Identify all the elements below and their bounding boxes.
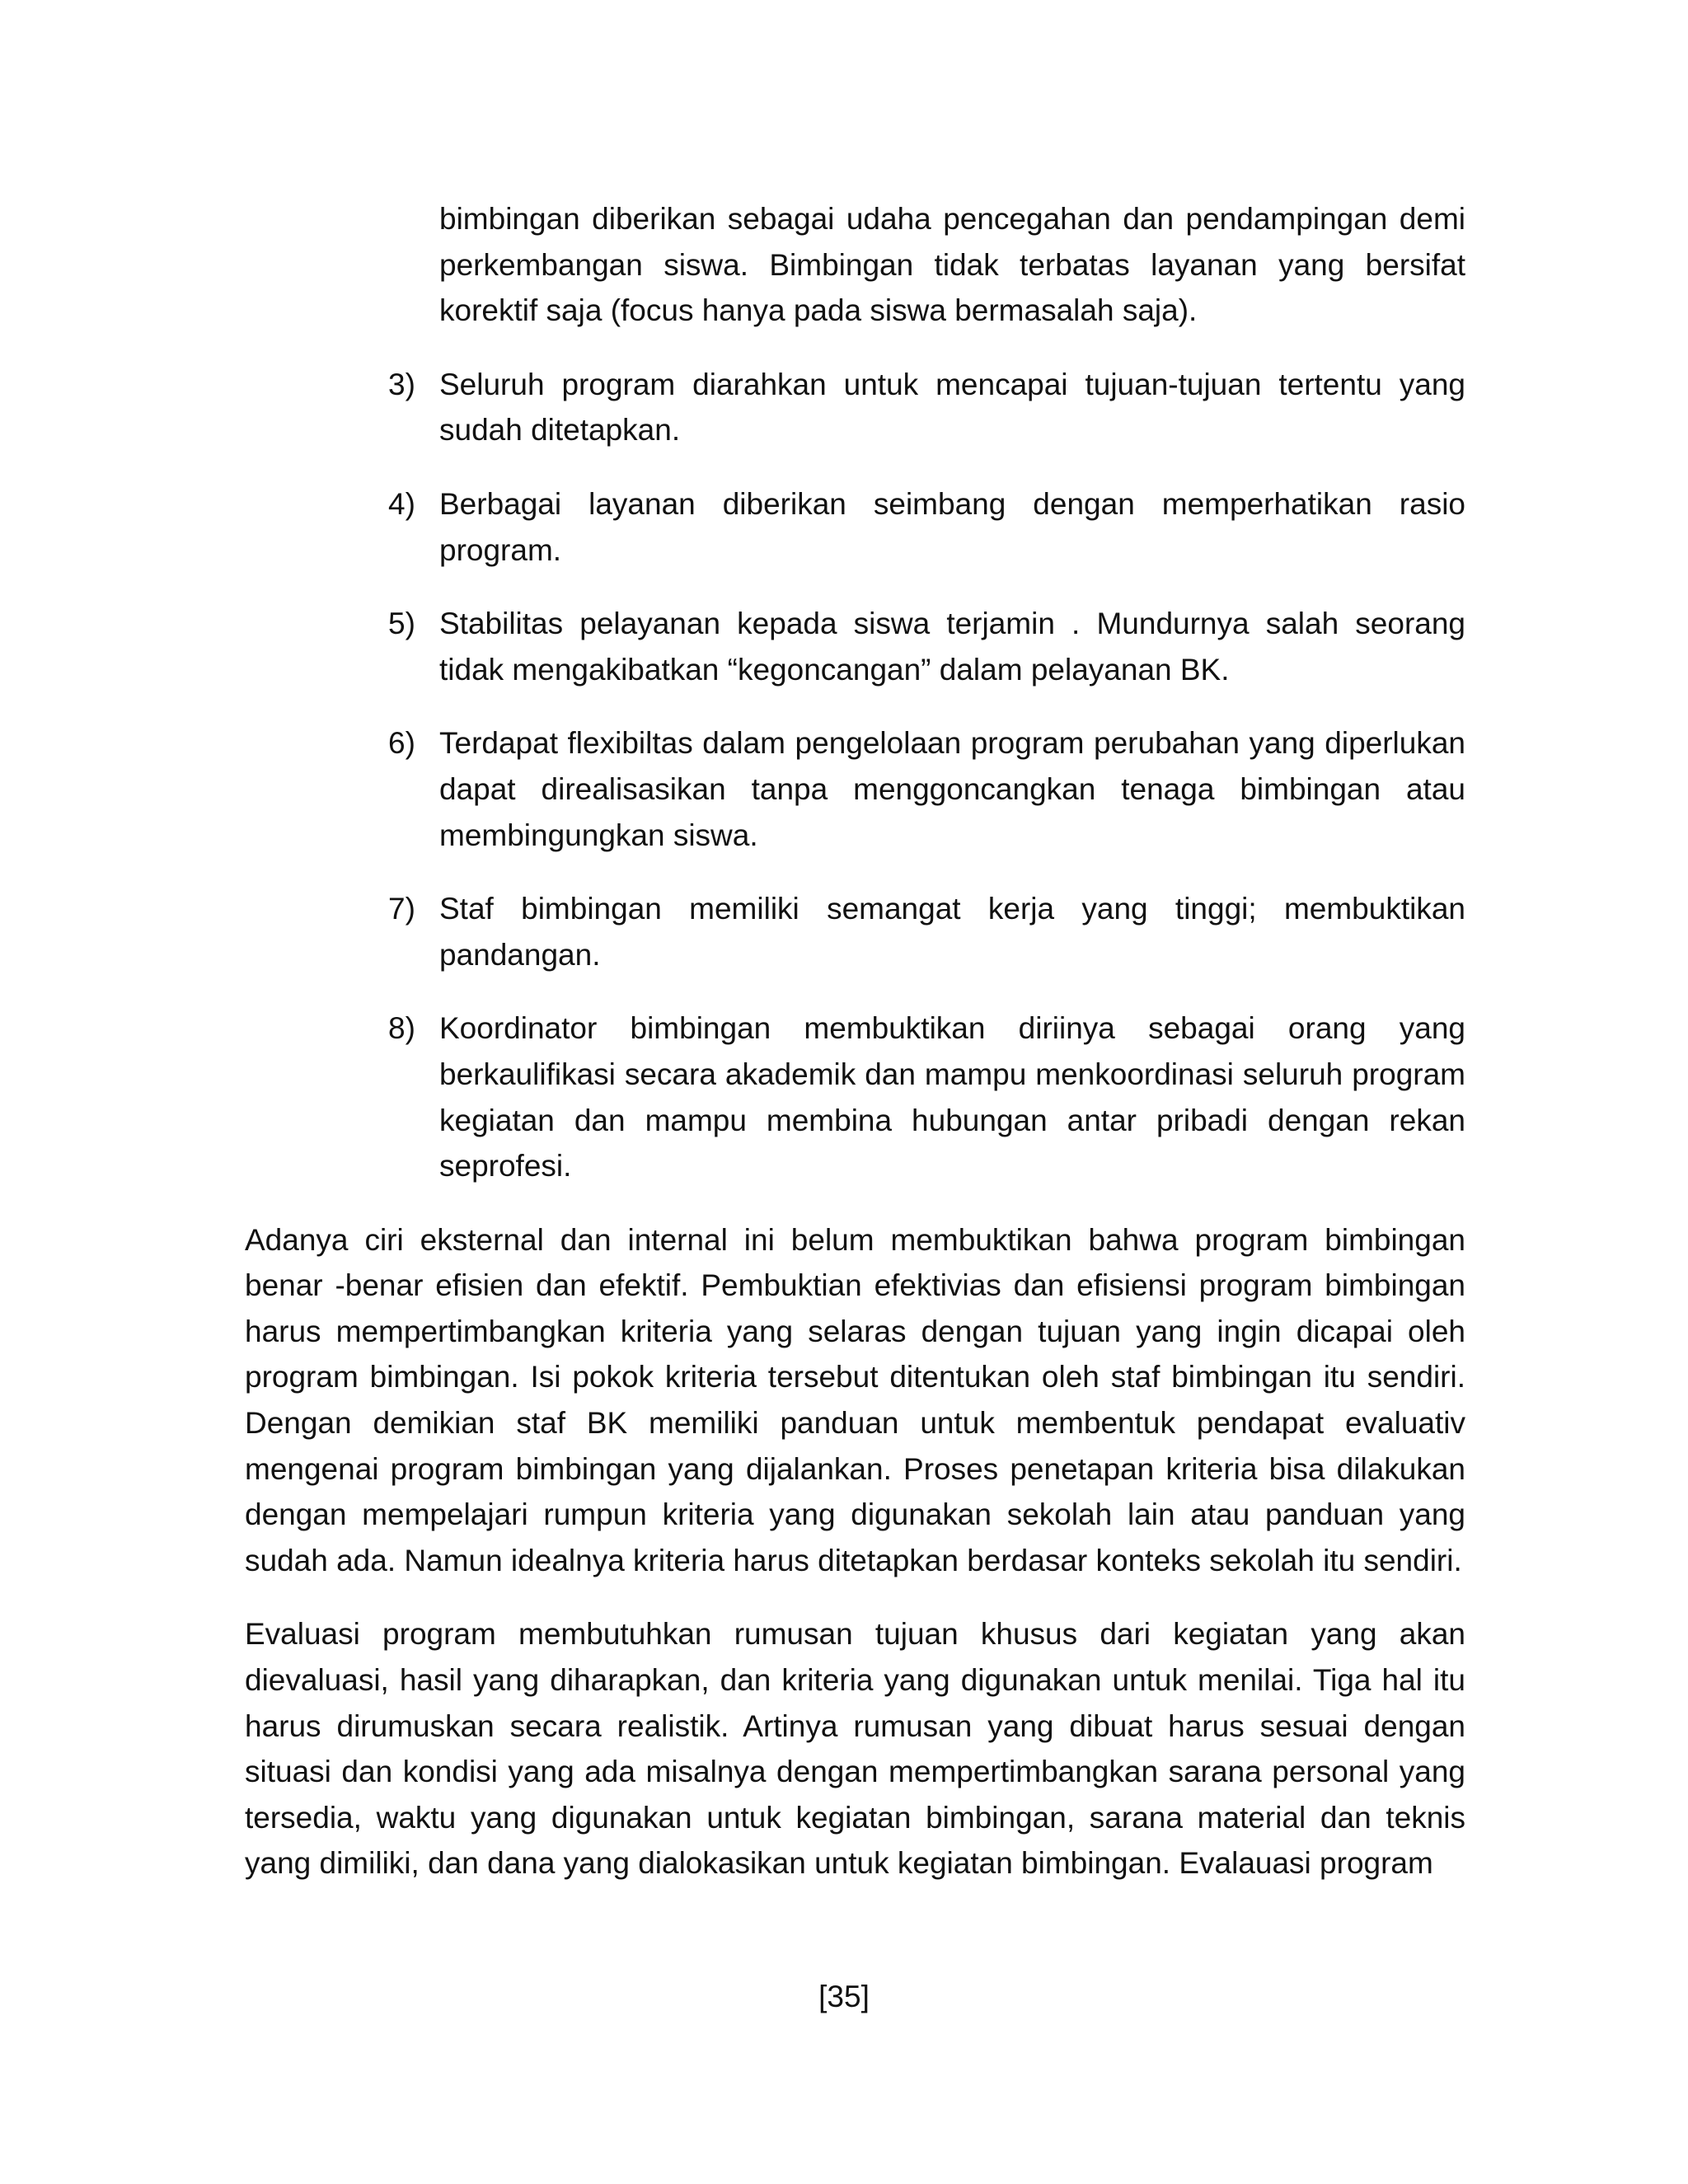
list-item-number: 4) bbox=[388, 486, 415, 521]
list-item bbox=[388, 601, 1465, 692]
list-item-text: Staf bimbingan memiliki semangat kerja yang tinggi; membuktikan pandangan. bbox=[439, 892, 1465, 972]
list-item-number: 3) bbox=[388, 367, 415, 401]
list-item bbox=[388, 720, 1465, 858]
list-item bbox=[388, 362, 1465, 453]
list-item-text: Seluruh program diarahkan untuk mencapai tujuan-tujuan tertentu yang sudah ditetapkan. bbox=[439, 367, 1465, 448]
list-item-number: 7) bbox=[388, 892, 415, 926]
list-item-number: 6) bbox=[388, 726, 415, 761]
body-paragraph: Evaluasi program membutuhkan rumusan tujuan khusus dari kegiatan yang akan dievaluasi, hasil yang diharapkan, dan kriteria yang digunakan untuk menilai. Tiga hal itu harus dirumuskan secara realistik. Artinya rumusan yang dibuat harus sesuai dengan situasi dan kondisi yang ada misalnya dengan mempertimbangkan sarana personal yang tersedia, waktu yang digunakan untuk kegiatan bimbingan, sarana material dan teknis yang dimiliki, dan dana yang dialokasikan untuk kegiatan bimbingan. Evalauasi program bbox=[245, 1617, 1465, 1881]
page-body bbox=[245, 196, 1465, 1915]
list-item-text: Stabilitas pelayanan kepada siswa terjamin . Mundurnya salah seorang tidak mengakibatkan “kegoncangan” dalam pelayanan BK. bbox=[439, 607, 1465, 687]
list-item-text: Koordinator bimbingan membuktikan diriinya sebagai orang yang berkaulifikasi secara akademik dan mampu menkoordinasi seluruh program kegiatan dan mampu membina hubungan antar pribadi dengan rekan seprofesi. bbox=[439, 1011, 1465, 1183]
list-item-text: Berbagai layanan diberikan seimbang dengan memperhatikan rasio program. bbox=[439, 486, 1465, 567]
list-item bbox=[388, 886, 1465, 977]
list-item-number: 8) bbox=[388, 1011, 415, 1046]
numbered-list bbox=[245, 362, 1465, 1189]
list-item-text: Terdapat flexibiltas dalam pengelolaan program perubahan yang diperlukan dapat direalisasikan tanpa menggoncangkan tenaga bimbingan atau membingungkan siswa. bbox=[439, 726, 1465, 852]
list-item-number: 5) bbox=[388, 607, 415, 641]
body-paragraph: Adanya ciri eksternal dan internal ini belum membuktikan bahwa program bimbingan benar -benar efisien dan efektif. Pembuktian efektivias dan efisiensi program bimbingan harus mempertimbangkan kriteria yang selaras dengan tujuan yang ingin dicapai oleh program bimbingan. Isi pokok kriteria tersebut ditentukan oleh staf bimbingan itu sendiri. Dengan demikian staf BK memiliki panduan untuk membentuk pendapat evaluativ mengenai program bimbingan yang dijalankan. Proses penetapan kriteria bisa dilakukan dengan mempelajari rumpun kriteria yang digunakan sekolah lain atau panduan yang sudah ada. Namun idealnya kriteria harus ditetapkan berdasar konteks sekolah itu sendiri. bbox=[245, 1222, 1465, 1577]
list-item bbox=[388, 1005, 1465, 1188]
continuation-paragraph: bimbingan diberikan sebagai udaha pencegahan dan pendampingan demi perkembangan siswa. Bimbingan tidak terbatas layanan yang bersifat korektif saja (focus hanya pada siswa bermasalah saja). bbox=[439, 202, 1465, 328]
page-number: [35] bbox=[818, 1980, 870, 2013]
list-item bbox=[388, 481, 1465, 573]
